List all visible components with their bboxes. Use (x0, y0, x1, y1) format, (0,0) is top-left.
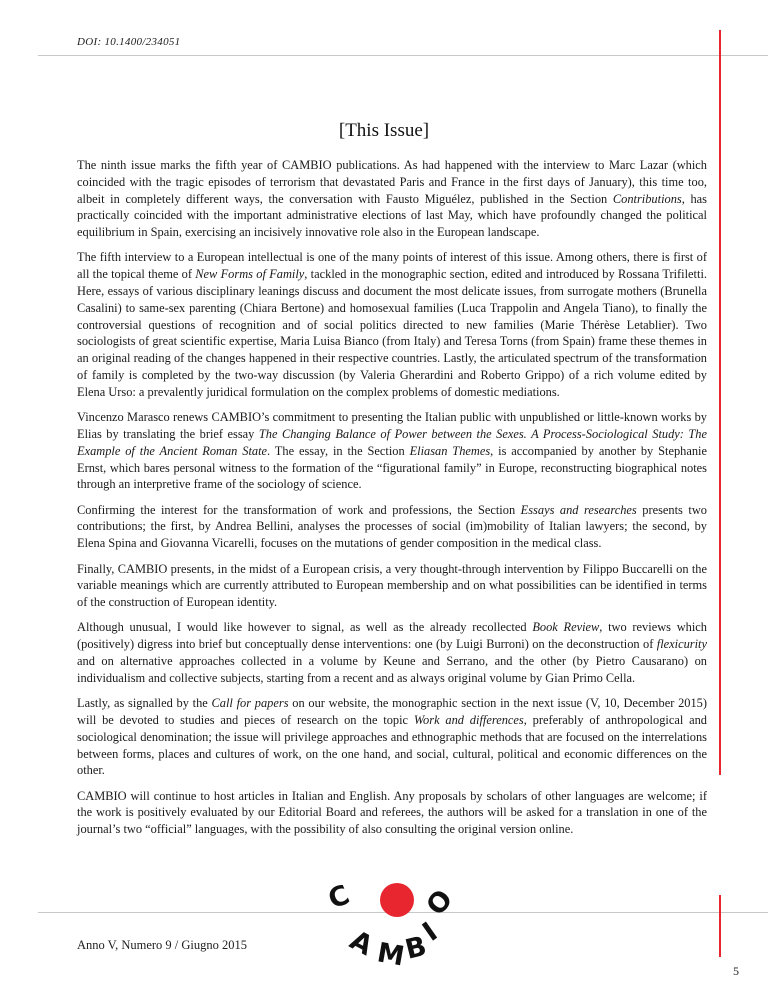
text-run: . The essay, in the Section (267, 443, 410, 458)
text-run: Lastly, as signalled by the (77, 696, 212, 711)
text-run: , preferably of anthropological and sociological denomination; the issue will privilege approaches and ethnographic methods that are focused on the interrelations between forms, places and cultures of work, on the one hand, and social, cultural, political and economic differences on the other. (77, 712, 707, 778)
italic-phrase: Work and differences (413, 712, 524, 727)
page-title: [This Issue] (338, 120, 430, 141)
logo-letter-i: I (417, 916, 444, 948)
italic-phrase: Contributions (612, 191, 682, 206)
text-run: , tackled in the monographic section, edited and introduced by Rossana Trifiletti. Here, essays of various disciplinary leanings discuss and document the most delicate issues, from surrogate mothers (Brunella Casalini) to same-sex parenting (Chiara Bertone) and homosexual families (Luca Trappolin and Angela Tiano), to finally the controversial questions of recognition and of social politics directed to new families (Marie Thérèse Letablier). Two sociologists of great scientific expertise, Maria Luisa Bianco (from Italy) and Teresa Torns (from Spain) frame these themes in an original reading of the changes happened in their respective countries. Lastly, the articulated spectrum of the transformation of family is completed by the two-way discussion (by Valeria Gherardini and Roberto Grippo) of a rich volume edited by Elena Urso: a prevalently juridical formulation on the complex problems of domestic mediations. (77, 267, 707, 399)
page-number: 5 (733, 964, 739, 978)
text-run: and on alternative approaches collected in a volume by Keune and Serrano, and the other (by Pietro Causarano) on individualism and collective subjects, starting from a recent and as always original volume by Gian Primo Cella. (77, 654, 707, 685)
text-run: , is accompanied by another by Stephanie Ernst, which bares personal witness to the formation of the “figurational family” in Europe, reconstructing biographical notes through an interpretive frame of the sociology of science. (77, 443, 707, 492)
italic-phrase: Eliasan Themes (409, 443, 491, 458)
body-paragraph (77, 157, 707, 241)
body-paragraph (77, 695, 707, 779)
text-run: The fifth interview to a European intellectual is one of the many points of interest of this issue. Among others, there is first of all the topical theme of (77, 250, 707, 282)
issue-info: Anno V, Numero 9 / Giugno 2015 (77, 938, 248, 952)
italic-phrase: flexicurity (656, 637, 707, 652)
text-run: on our website, the monographic section in the next issue (V, 10, December 2015) will be devoted to studies and pieces of research on the topic (77, 696, 707, 727)
italic-phrase: Call for papers (211, 696, 289, 711)
logo-letter-c: C (324, 879, 355, 916)
text-run: , has practically coincided with the important administrative elections of last May, which have profoundly changed the political equilibrium in Spain, exercising an incisively innovative role also in the European landscape. (77, 191, 708, 240)
doi-label: DOI: 10.1400/234051 (77, 36, 181, 48)
italic-phrase: Essays and researches (520, 502, 637, 517)
text-run: Confirming the interest for the transformation of work and professions, the Section (77, 502, 521, 517)
body-paragraph (77, 619, 707, 686)
text-run: Finally, CAMBIO presents, in the midst of a European crisis, a very thought-through intervention by Filippo Buccarelli on the variable meanings which are currently attributed to European membership and on what possibilities can be identified in terms of the construction of European identity. (77, 561, 707, 610)
logo-letter-b: B (402, 930, 430, 966)
article-body (77, 157, 707, 846)
body-paragraph (77, 502, 707, 552)
body-paragraph (77, 561, 707, 611)
cambio-logo-icon (322, 868, 472, 988)
body-paragraph (77, 409, 707, 493)
body-paragraph (77, 788, 707, 838)
italic-phrase: New Forms of Family (195, 267, 305, 282)
text-run: Although unusual, I would like however to signal, as well as the already recollected (77, 620, 533, 635)
text-run: , two reviews which (positively) digress into brief but conceptually dense interventions: one (by Luigi Burroni) on the deconstruction of (77, 620, 707, 652)
text-run: The ninth issue marks the fifth year of CAMBIO publications. As had happened with the interview to Marc Lazar (which coincided with the tragic episodes of terrorism that devastated Paris and France in the first days of January), this time too, albeit in completely different ways, the conversation with Fausto Miguélez, published in the Section (77, 158, 707, 206)
logo-letter-a: A (344, 924, 378, 962)
logo-red-dot (380, 883, 414, 917)
top-rule (38, 55, 768, 56)
text-run: Vincenzo Marasco renews CAMBIO’s commitment to presenting the Italian public with unpublished or little-known works by Elias by translating the brief essay (77, 410, 707, 441)
italic-phrase: Book Review (532, 620, 600, 635)
red-vertical-line-bottom (719, 895, 721, 957)
text-run: CAMBIO will continue to host articles in Italian and English. Any proposals by scholars of other languages are welcome; if the work is positively evaluated by our Editorial Board and referees, the authors will be asked for a translation in one of the journal’s two “official” languages, with the possibility of also consulting the original version online. (77, 788, 707, 837)
logo-letter-o: O (420, 883, 460, 922)
text-run: presents two contributions; the first, by Andrea Bellini, analyses the processes of social (im)mobility of Italian lawyers; the second, by Elena Spina and Giovanna Vicarelli, focuses on the mutations of gender composition in the medical class. (77, 502, 707, 551)
italic-phrase: The Changing Balance of Power between the Sexes. A Process-Sociological Study: The Example of the Ancient Roman State (77, 426, 707, 458)
logo-letter-m: M (374, 937, 407, 973)
body-paragraph (77, 249, 707, 400)
